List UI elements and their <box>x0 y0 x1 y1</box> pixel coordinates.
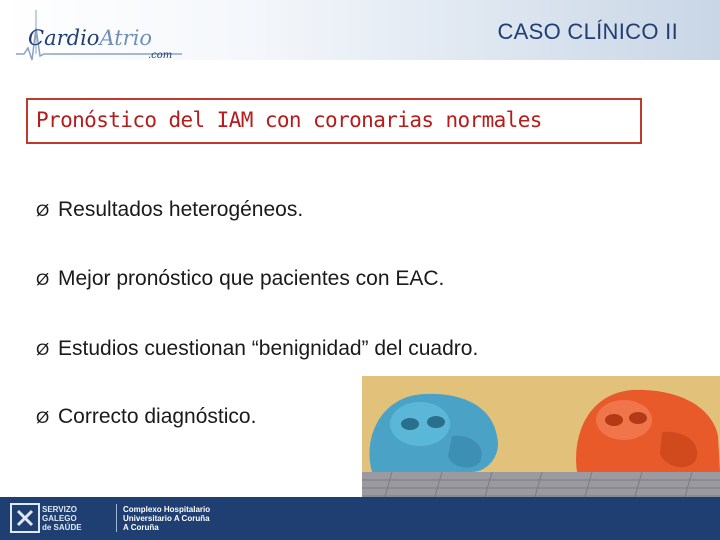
sergas-name: SERVIZO GALEGO de SAÚDE <box>42 505 82 532</box>
logo-suffix: .com <box>148 50 173 61</box>
arrow-bullet-icon: Ø <box>36 201 50 220</box>
arrow-bullet-icon: Ø <box>36 340 50 359</box>
footer-band <box>0 497 720 540</box>
bullet-item: Ø Estudios cuestionan “benignidad” del cuadro. <box>36 335 478 363</box>
bullet-item: Ø Correcto diagnóstico. <box>36 403 256 431</box>
sergas-logo-icon <box>10 503 40 533</box>
bullet-item: Ø Mejor pronóstico que pacientes con EAC. <box>36 265 444 293</box>
mural-monkeys-image <box>362 376 720 500</box>
slide-title: Pronóstico del IAM con coronarias normales <box>36 108 542 132</box>
logo-name: CardioAtrio <box>28 26 153 50</box>
arrow-bullet-icon: Ø <box>36 270 50 289</box>
arrow-bullet-icon: Ø <box>36 408 50 427</box>
hospital-name: Complexo Hospitalario Universitario A Coruña A Coruña <box>123 505 211 532</box>
footer-divider <box>116 504 117 532</box>
header-title: CASO CLÍNICO II <box>497 19 678 44</box>
bullet-item: Ø Resultados heterogéneos. <box>36 196 303 224</box>
